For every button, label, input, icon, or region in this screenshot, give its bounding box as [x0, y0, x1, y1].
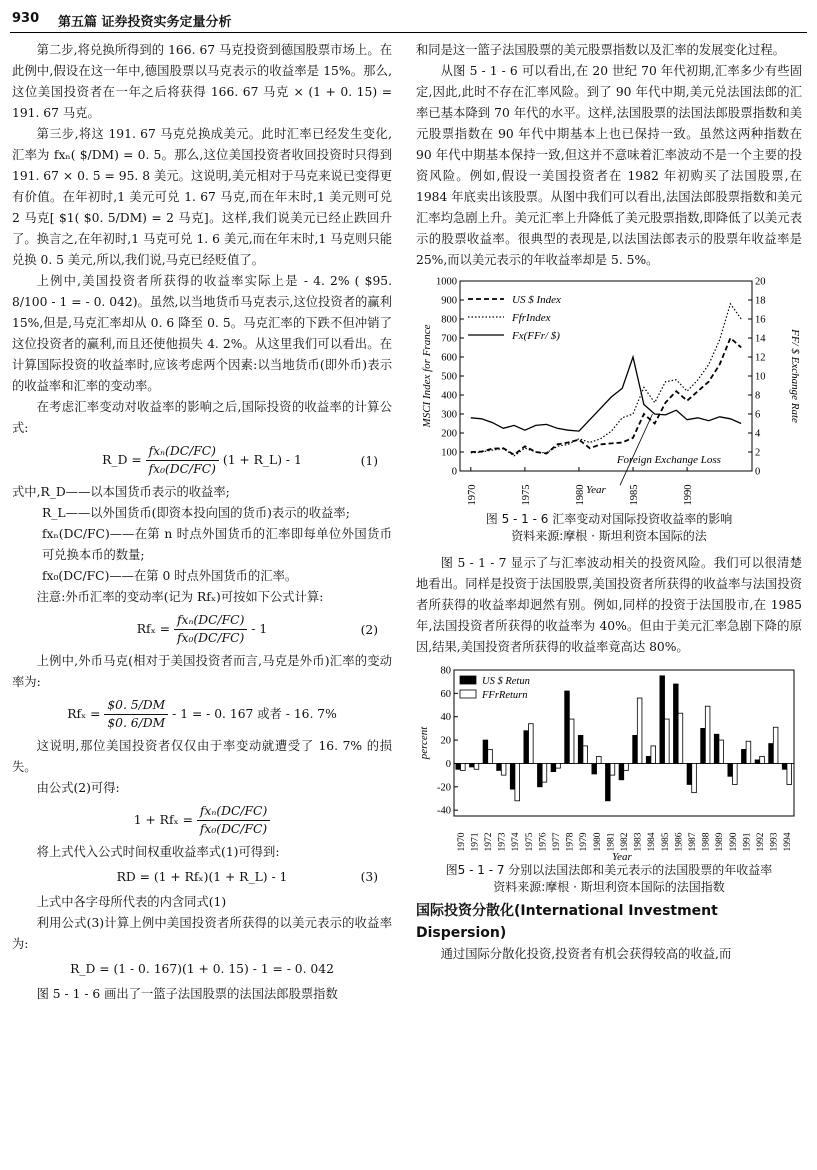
y-tick-label: 900 — [441, 295, 457, 307]
legend-swatch — [460, 690, 476, 698]
x-tick-label: 1979 — [579, 832, 590, 852]
paragraph: 和同是这一篮子法国股票的美元股票指数以及汇率的发展变化过程。 — [416, 43, 785, 57]
bar — [542, 763, 547, 782]
y2-tick-label: 2 — [755, 447, 761, 459]
y-tick-label: 500 — [441, 371, 457, 383]
x-tick-label: 1987 — [688, 832, 698, 852]
bar — [597, 756, 602, 763]
equation-5: RD = (1 + Rfₓ)(1 + R_L) - 1 (3) — [116, 870, 378, 884]
x-tick-label: 1986 — [674, 832, 685, 852]
equation-1: R_D = $\frac{\text{fxₙ(DC/FC)}}{\text{fx₀(DC/FC)}}$ (1 + R_L) - 1 (1) — [102, 444, 378, 476]
x-tick-label: 1988 — [701, 832, 712, 852]
x-tick-label: 1985 — [629, 484, 641, 506]
paragraph: 这说明,那位美国投资者仅仅由于率变动就遭受了 16. 7% 的损失。 — [12, 739, 392, 774]
x-tick-label: 1992 — [756, 832, 766, 852]
x-tick-label: 1984 — [647, 832, 658, 852]
bar — [606, 763, 611, 800]
bar — [529, 724, 534, 764]
x-tick-label: 1985 — [660, 832, 671, 852]
bar — [728, 763, 733, 776]
bar — [637, 698, 642, 763]
y-tick-label: 600 — [441, 352, 457, 364]
y-tick-label: 80 — [440, 665, 451, 677]
legend-swatch — [460, 676, 476, 684]
x-tick-label: 1990 — [728, 832, 739, 852]
bar — [719, 740, 724, 763]
annotation-label: Foreign Exchange Loss — [616, 454, 721, 466]
x-tick-label: 1981 — [606, 832, 617, 852]
bar — [773, 727, 778, 763]
legend-label: US $ Retun — [482, 676, 530, 687]
bar — [705, 706, 710, 763]
paragraph: 注意:外币汇率的变动率(记为 Rfₓ)可按如下公式计算: — [36, 590, 324, 604]
y2-tick-label: 0 — [755, 466, 761, 478]
left-column — [12, 40, 392, 1005]
bar — [646, 756, 651, 763]
legend-label: FFrReturn — [482, 690, 528, 701]
paragraph: 第二步,将兑换所得到的 166. 67 马克投资到德国股票市场上。在此例中,假设在这一年中,德国股票以马克表示的收益率是 15%。那么,这位美国投资者在一年之后将获得 166. 67 马克 × (1 + 0. 15) = 191. 67 马克。 — [12, 43, 392, 120]
equation-3: Rfₓ = $\frac{\$0. 5/DM}{\$0. 6/DM}$ - 1 = - 0. 167 或者 - 16. 7% — [67, 698, 337, 730]
bar — [633, 735, 638, 763]
x-tick-label: 1980 — [574, 484, 586, 506]
bar — [456, 763, 461, 769]
paragraph: 将上式代入公式时间权重收益率式(1)可得到: — [36, 845, 280, 859]
y-tick-label: -40 — [437, 805, 451, 817]
bar — [497, 763, 502, 770]
paragraph: 在考虑汇率变动对收益率的影响之后,国际投资的收益率的计算公式: — [12, 400, 392, 435]
bar — [674, 684, 679, 763]
bar — [551, 763, 556, 771]
legend-label: FfrIndex — [512, 312, 551, 324]
x-tick-label: 1970 — [466, 484, 478, 506]
y-tick-label: 20 — [440, 735, 451, 747]
figure-source: 资料来源:摩根 · 斯坦利资本国际的法 — [511, 529, 707, 543]
bar — [782, 763, 787, 769]
bar — [565, 691, 570, 763]
y-tick-label: -20 — [437, 782, 451, 794]
bar — [755, 760, 760, 764]
x-tick-label: 1993 — [769, 832, 780, 852]
bar — [610, 763, 615, 775]
y-tick-label: 100 — [441, 447, 457, 459]
y-tick-label: 300 — [441, 409, 457, 421]
bar — [701, 728, 706, 763]
series-line — [471, 357, 741, 431]
x-tick-label: 1976 — [538, 832, 549, 852]
x-tick-label: 1994 — [783, 832, 794, 852]
y2-tick-label: 8 — [755, 390, 761, 402]
y2-tick-label: 18 — [755, 295, 766, 307]
x-tick-label: 1973 — [497, 832, 508, 852]
bar — [678, 713, 683, 763]
bar — [583, 746, 588, 764]
bar — [461, 763, 466, 770]
paragraph: 通过国际分散化投资,投资者有机会获得较高的收益,而 — [440, 947, 732, 961]
bar — [714, 734, 719, 763]
bar — [470, 763, 475, 767]
running-title: 第五篇 证券投资实务定量分析 — [58, 15, 232, 30]
x-tick-label: 1974 — [511, 832, 522, 852]
y2-tick-label: 10 — [755, 371, 766, 383]
y-tick-label: 200 — [441, 428, 457, 440]
bar — [592, 763, 597, 774]
y2-tick-label: 12 — [755, 352, 766, 364]
equation-6: R_D = (1 - 0. 167)(1 + 0. 15) - 1 = - 0. 042 — [70, 962, 334, 976]
bar — [510, 763, 515, 789]
bar — [501, 763, 506, 775]
annotation-arrow — [620, 414, 652, 485]
y2-tick-label: 20 — [755, 276, 766, 288]
figure-caption: 图 5 - 1 - 6 汇率变动对国际投资收益率的影响 — [485, 512, 733, 526]
annual-return-chart — [416, 664, 802, 862]
x-tick-label: 1990 — [683, 484, 695, 506]
x-tick-label: 1989 — [715, 832, 726, 852]
y2-tick-label: 6 — [755, 409, 761, 421]
bar — [474, 763, 479, 769]
bar — [665, 719, 670, 763]
bar — [488, 749, 493, 763]
x-tick-label: 1975 — [520, 484, 532, 506]
y-axis-label: MSCI Index for France — [421, 324, 433, 428]
x-tick-label: 1983 — [633, 832, 644, 852]
series-line — [471, 304, 741, 456]
equation-4: 1 + Rfₓ = $\frac{\text{fxₙ(DC/FC)}}{\text{fx₀(DC/FC)}}$ — [12, 803, 392, 838]
y-tick-label: 400 — [441, 390, 457, 402]
series-line — [471, 338, 741, 455]
plot-frame — [460, 281, 752, 471]
bar — [619, 763, 624, 779]
x-tick-label: 1975 — [524, 832, 535, 852]
y-tick-label: 1000 — [436, 276, 457, 288]
x-tick-label: 1977 — [552, 832, 562, 852]
y2-tick-label: 16 — [755, 314, 766, 326]
right-column — [416, 40, 802, 965]
y-axis-label: percent — [418, 726, 430, 760]
definition: R_L——以外国货币(即资本投向国的货币)表示的收益率; — [42, 506, 350, 520]
bar — [483, 740, 488, 763]
y-tick-label: 60 — [440, 688, 451, 700]
figure-caption: 图5 - 1 - 7 分别以法国法郎和美元表示的法国股票的年收益率 — [445, 863, 773, 877]
y-tick-label: 800 — [441, 314, 457, 326]
page-header — [10, 10, 807, 33]
x-tick-label: 1991 — [742, 832, 753, 852]
paragraph: 由公式(2)可得: — [36, 781, 120, 795]
y-tick-label: 700 — [441, 333, 457, 345]
equation-2: Rfₓ = $\frac{\text{fxₙ(DC/FC)}}{\text{fx₀(DC/FC)}}$ - 1 (2) — [136, 613, 378, 645]
legend-label: Fx(FFr/ $) — [512, 330, 560, 342]
x-axis-label: Year — [612, 851, 632, 862]
y-tick-label: 0 — [451, 466, 457, 478]
paragraph: 上式中各字母所代表的内含同式(1) — [36, 895, 227, 909]
paragraph: 图 5 - 1 - 7 显示了与汇率波动相关的投资风险。我们可以很清楚地看出。同样是投资于法国股票,美国投资者所获得的收益率与法国投资者所获得的收益率却迥然有别。例如,同样的投资于法国股市,在 1985 年,法国投资者所获得的收益率为 40%。但由于美元汇率急剧下降的原因,结果,美国投资者所获得的收益率竟高达 80%。 — [416, 556, 802, 654]
x-tick-label: 1980 — [592, 832, 603, 852]
bar — [524, 731, 529, 764]
y2-tick-label: 4 — [755, 428, 761, 440]
legend-label: US $ Index — [512, 294, 561, 306]
bar — [624, 763, 629, 770]
paragraph: 上例中,美国投资者所获得的收益率实际上是 - 4. 2% ( $95. 8/100 - 1 = - 0. 042)。虽然,以当地货币马克表示,这位投资者的赢利 15%,但是,马克汇率却从 0. 6 降至 0. 5。马克汇率的下跌不但冲销了这位投资者的赢利,而且还使他损失 4. 2%。从这里我们可以看出。在计算国际投资的收益率时,应该考虑两个因素:以当地货币(即外币)表示的收益率和汇率的变动率。 — [12, 274, 392, 393]
paragraph: 第三步,将这 191. 67 马克兑换成美元。此时汇率已经发生变化,汇率为 fxₙ( $/DM) = 0. 5。那么,这位美国投资者收回投资时只得到 191. 67 × 0. 5 = 95. 8 美元。这说明,美元相对于马克来说已变得更有价值。在年初时,1 美元可兑 1. 67 马克,而在年末时,1 美元则可兑 2 马克[ $1( $0. 5/DM) = 2 马克]。这样,我们说美元已经止跌回升了。换言之,在年初时,1 马克可兑 1. 6 美元,而在年末时,1 马克则只能兑换 0. 5 美元,所以,我们说,马克已经贬值了。 — [12, 127, 392, 267]
bar — [760, 756, 765, 763]
y2-tick-label: 14 — [755, 333, 766, 345]
bar — [687, 763, 692, 784]
definition: 式中,R_D——以本国货币表示的收益率; — [12, 485, 230, 499]
section-heading: 国际投资分散化(International Investment Dispersion) — [416, 903, 718, 941]
definition: fx₀(DC/FC)——在第 0 时点外国货币的汇率。 — [42, 569, 298, 583]
bar — [515, 763, 520, 800]
bar — [651, 746, 656, 764]
bar — [742, 749, 747, 763]
bar — [733, 763, 738, 784]
x-tick-label: 1971 — [470, 832, 481, 852]
bar — [578, 735, 583, 763]
bar — [787, 763, 792, 784]
paragraph: 从图 5 - 1 - 6 可以看出,在 20 世纪 70 年代初期,汇率多少有些固定,因此,此时不存在汇率风险。到了 90 年代中期,美元兑法国法郎的汇率已基本降到 70 年代的水平。这样,法国股票的法国法郎股票指数和美元股票指数在 90 年代中期基本上也已保持一致。虽然这两种指数在 90 年代中期基本保持一致,但这并不意味着汇率波动不是一个主要的投资风险。例如,假设一美国投资者在 1982 年初购买了法国股票,在 1984 年底卖出该股票。从图中我们可以看出,法国法郎股票指数和美元汇率均急剧上升。美元汇率上升降低了美元股票指数,即降低了以美元表示的股票收益率。很典型的表现是,以法国法郎表示的股票年收益率是 25%,而以美元表示的年收益率却是 5. 5%。 — [416, 64, 802, 267]
bar — [660, 676, 665, 764]
bar — [538, 763, 543, 786]
x-axis-label: Year — [586, 484, 606, 496]
bar — [556, 763, 561, 768]
definition: fxₙ(DC/FC)——在第 n 时点外国货币的汇率即每单位外国货币可兑换本币的数量; — [42, 527, 392, 562]
exchange-rate-chart — [416, 275, 802, 511]
page-number: 930 — [12, 11, 40, 26]
x-tick-label: 1970 — [456, 832, 467, 852]
bar — [769, 744, 774, 764]
x-tick-label: 1982 — [620, 832, 630, 852]
bar — [569, 719, 574, 763]
x-tick-label: 1978 — [565, 832, 576, 852]
figure-source: 资料来源:摩根 · 斯坦利资本国际的法国指数 — [493, 880, 725, 894]
paragraph: 上例中,外币马克(相对于美国投资者而言,马克是外币)汇率的变动率为: — [12, 654, 392, 689]
x-tick-label: 1972 — [484, 832, 494, 852]
y2-axis-label: FF/ $ Exchange Rate — [789, 329, 801, 423]
bar — [746, 741, 751, 763]
bar — [692, 763, 697, 792]
paragraph: 利用公式(3)计算上例中美国投资者所获得的以美元表示的收益率为: — [12, 916, 392, 951]
y-tick-label: 0 — [445, 758, 451, 770]
paragraph: 图 5 - 1 - 6 画出了一篮子法国股票的法国法郎股票指数 — [36, 987, 338, 1001]
y-tick-label: 40 — [440, 712, 451, 724]
